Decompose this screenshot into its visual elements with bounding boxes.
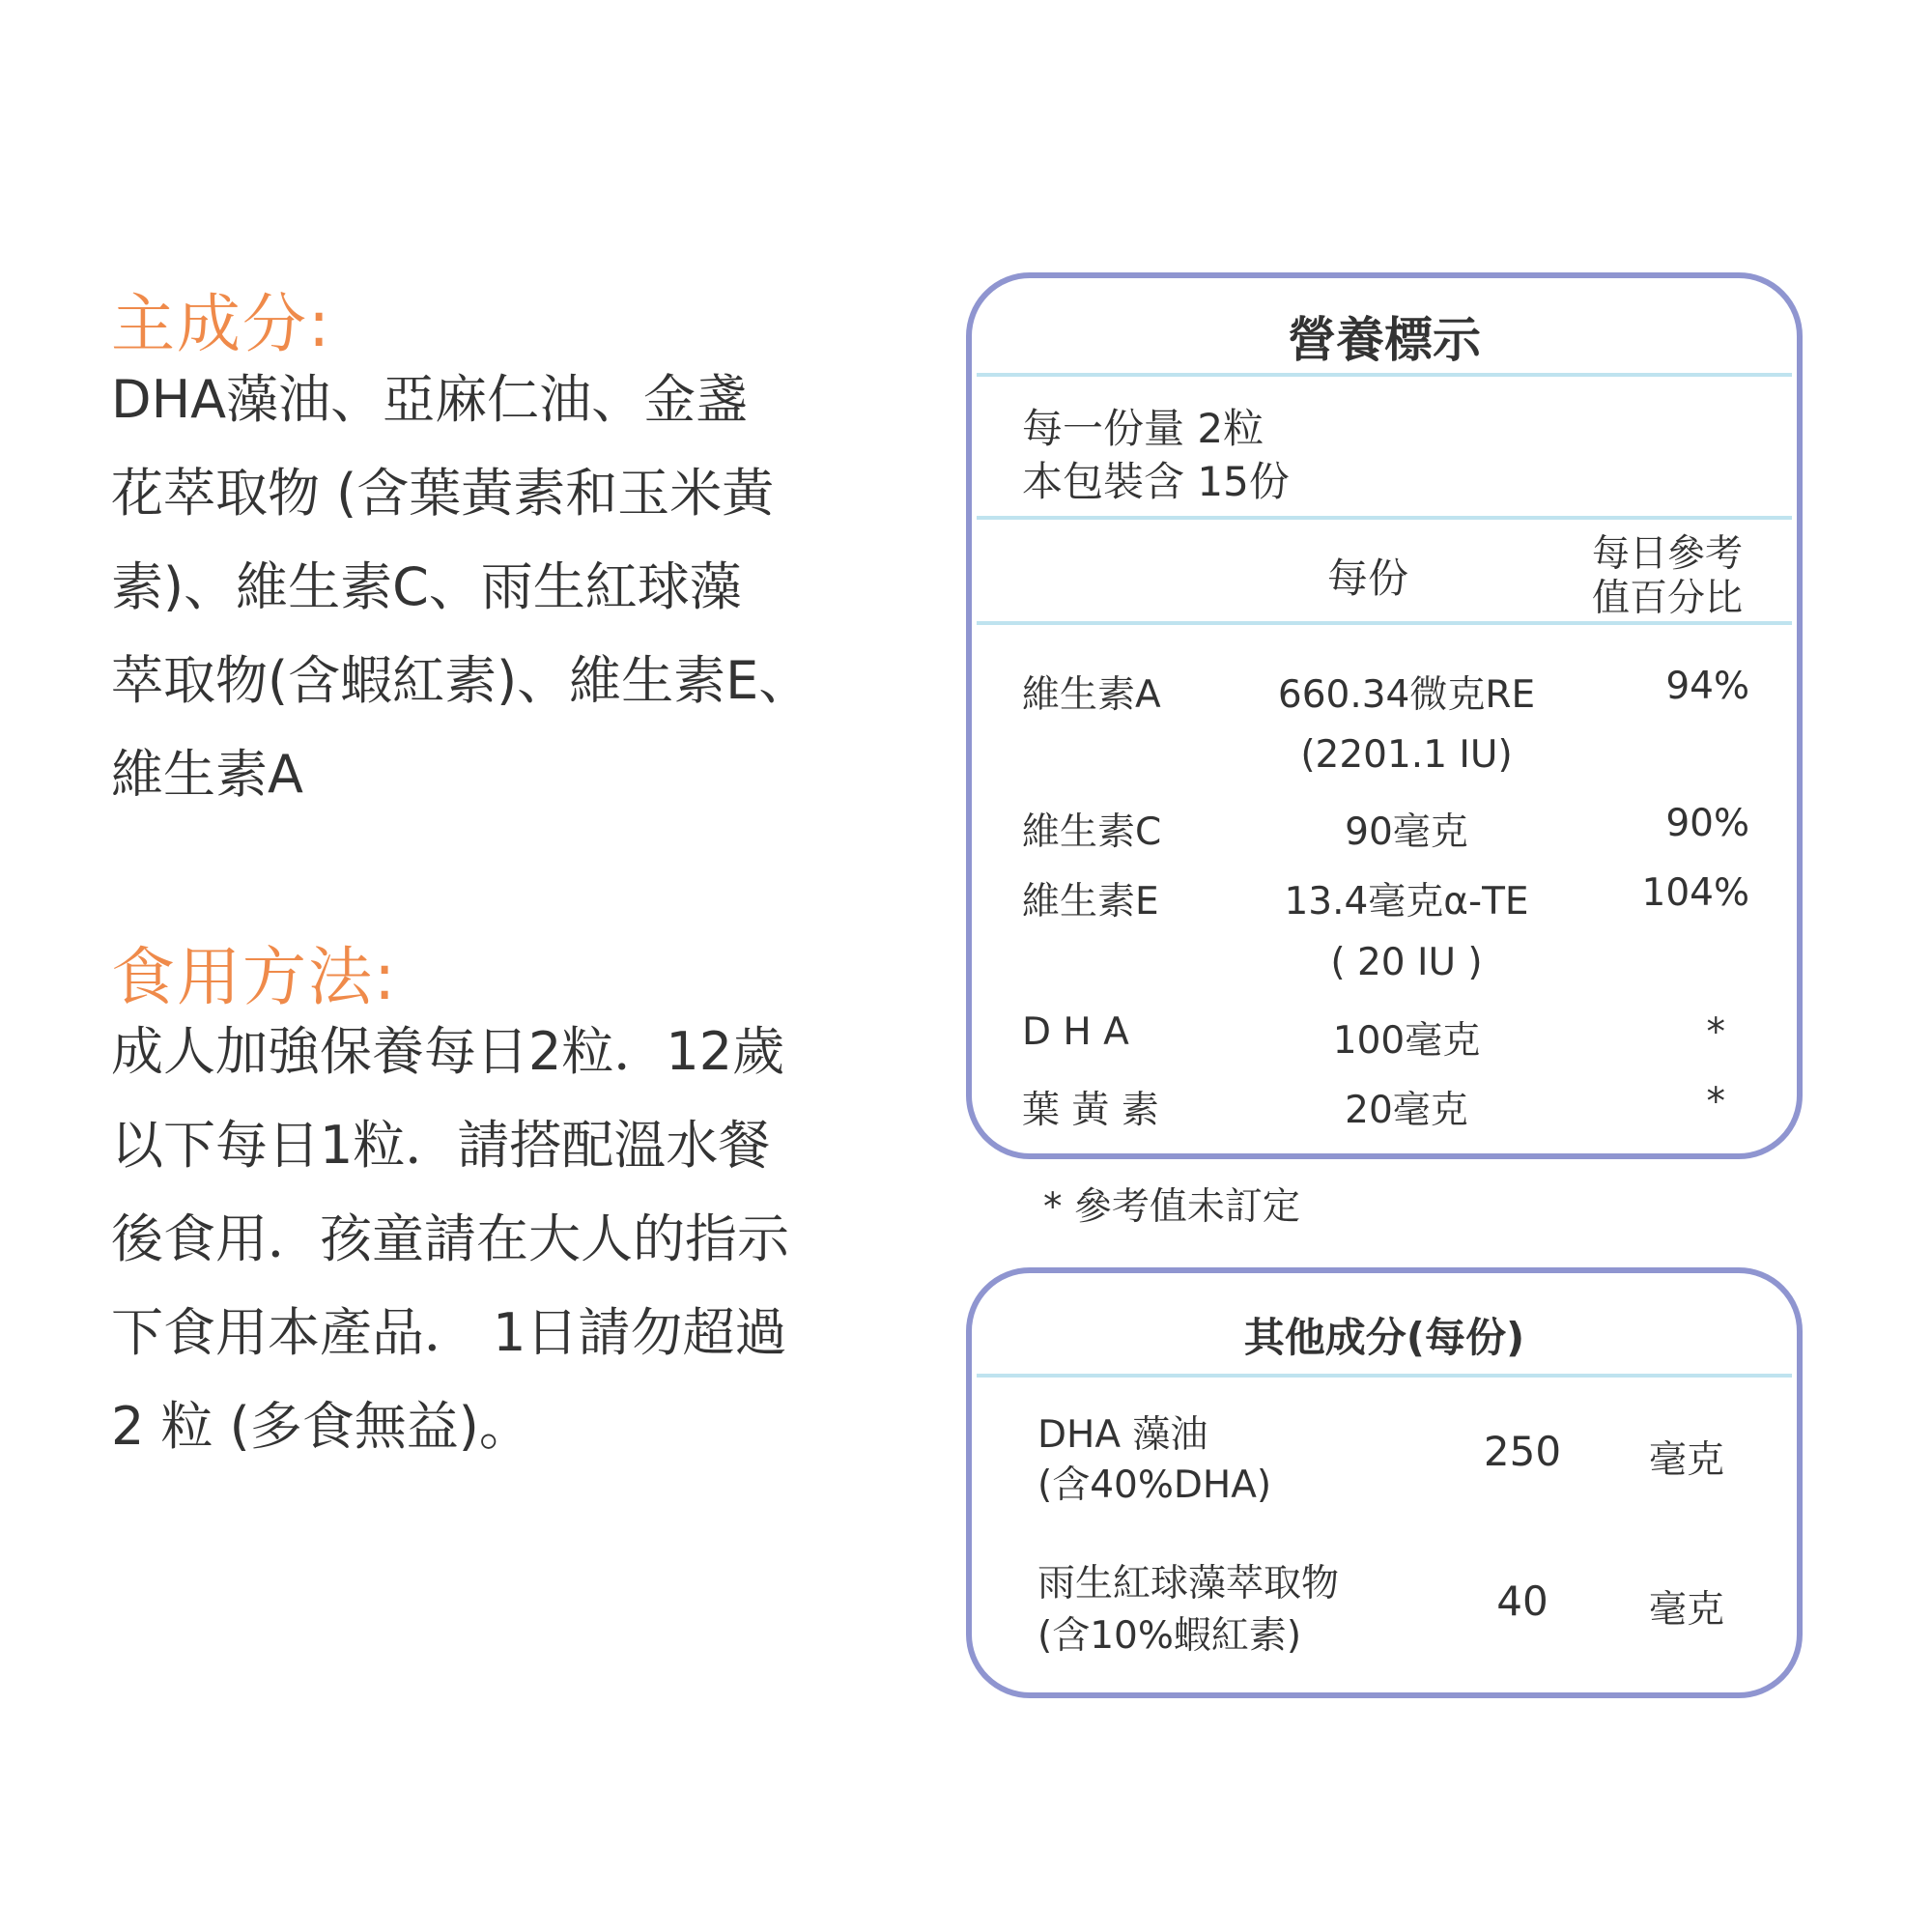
divider	[977, 1374, 1792, 1378]
other-item-unit: 毫克	[1648, 1588, 1724, 1632]
nutrient-daily: 104%	[1641, 871, 1749, 915]
nutrient-name: D H A	[1022, 1010, 1129, 1054]
ingredients-text	[111, 353, 874, 821]
usage-line: 2 粒 (多食無益)。	[111, 1396, 531, 1457]
nutrition-facts-box	[966, 272, 1803, 1159]
usage-line: 後食用．孩童請在大人的指示	[111, 1208, 789, 1269]
nutrient-amount: 90毫克	[1345, 810, 1468, 854]
ingredients-line: DHA藻油、亞麻仁油、金盞	[111, 369, 749, 430]
nutrient-name: 維生素C	[1022, 810, 1162, 854]
nutrient-amount: ( 20 IU )	[1330, 941, 1483, 984]
usage-line: 下食用本產品． 1日請勿超過	[111, 1302, 787, 1363]
usage-heading: 食用方法:	[111, 940, 398, 1014]
other-item-name-sub: (含10%蝦紅素)	[1037, 1614, 1302, 1658]
nutrient-amount: 20毫克	[1345, 1089, 1468, 1132]
nutrient-amount: 660.34微克RE	[1277, 673, 1536, 717]
other-item-value: 40	[1496, 1577, 1548, 1625]
ingredients-line: 維生素A	[111, 744, 303, 805]
ingredients-line: 萃取物(含蝦紅素)、維生素E、	[111, 650, 811, 711]
other-item-unit: 毫克	[1648, 1438, 1724, 1482]
nutrient-daily: *	[1706, 1080, 1725, 1123]
other-item-value: 250	[1483, 1428, 1562, 1475]
nutrient-amount: 100毫克	[1332, 1019, 1481, 1063]
nutrient-amount: 13.4毫克α-TE	[1284, 880, 1529, 923]
nutrient-name: 維生素A	[1022, 673, 1161, 717]
divider	[977, 516, 1792, 520]
col-daily-value-line2: 值百分比	[1591, 577, 1743, 620]
usage-line: 以下每日1粒．請搭配溫水餐	[111, 1115, 771, 1176]
ingredients-line: 花萃取物 (含葉黃素和玉米黃	[111, 463, 775, 524]
serving-size: 每一份量 2粒	[1022, 405, 1264, 452]
col-daily-value-line1: 每日參考	[1591, 532, 1743, 576]
other-title: 其他成分(每份)	[1243, 1314, 1525, 1361]
usage-text	[111, 1005, 874, 1473]
usage-line: 成人加強保養每日2粒．12歲	[111, 1021, 785, 1082]
nutrient-amount: (2201.1 IU)	[1300, 733, 1513, 777]
col-per-serving: 每份	[1326, 554, 1408, 602]
nutrient-name: 維生素E	[1022, 880, 1159, 923]
divider	[977, 621, 1792, 625]
ingredients-line: 素)、維生素C、雨生紅球藻	[111, 556, 742, 617]
nutrient-daily: 94%	[1665, 665, 1749, 708]
other-item-name: 雨生紅球藻萃取物	[1037, 1562, 1340, 1605]
other-ingredients-box	[966, 1267, 1803, 1698]
other-item-name: DHA 藻油	[1037, 1413, 1208, 1457]
ingredients-heading: 主成分:	[111, 287, 332, 361]
nutrient-name: 葉 黃 素	[1022, 1089, 1159, 1132]
nutrient-daily: 90%	[1665, 802, 1749, 845]
other-item-name-sub: (含40%DHA)	[1037, 1463, 1272, 1507]
footnote: * 參考值未訂定	[1043, 1185, 1300, 1229]
divider	[977, 373, 1792, 377]
nutrition-title: 營養標示	[1288, 312, 1481, 368]
servings-per-pack: 本包裝含 15份	[1022, 458, 1290, 505]
nutrient-daily: *	[1706, 1010, 1725, 1054]
